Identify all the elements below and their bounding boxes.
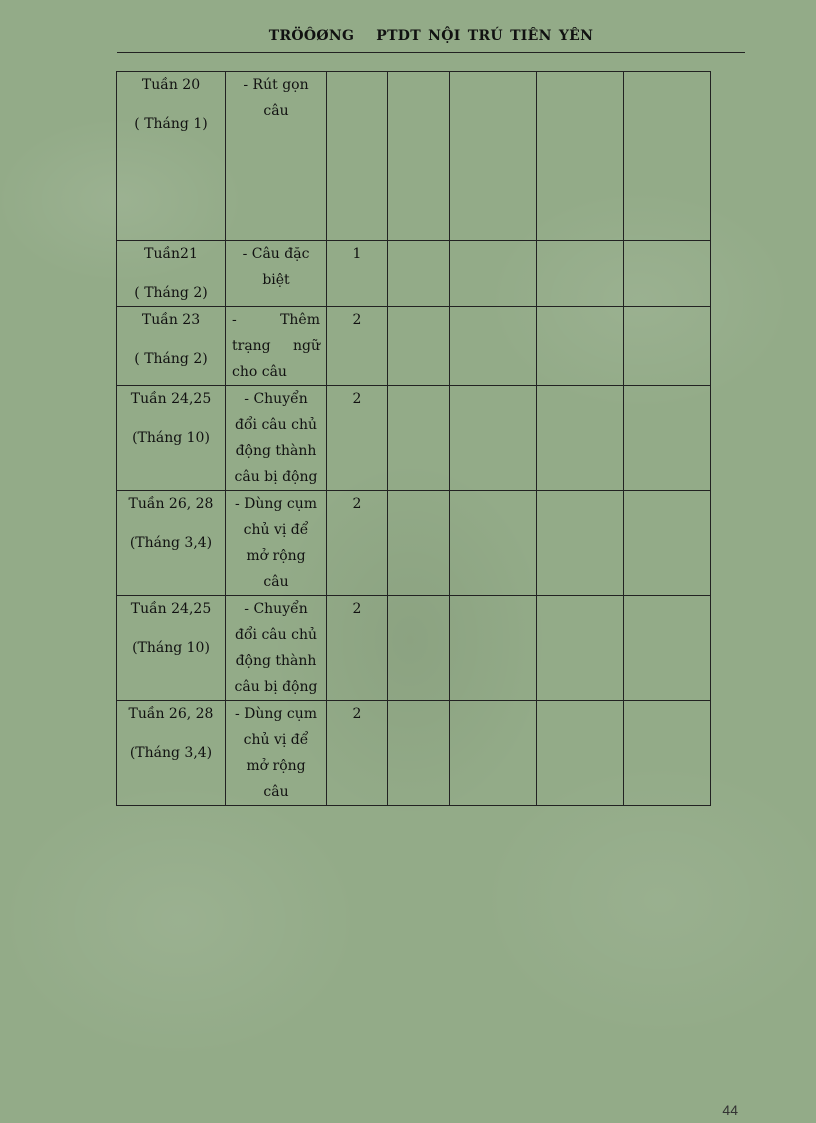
table-row: [117, 491, 711, 596]
table-row: [117, 307, 711, 386]
week-cell: [117, 701, 226, 806]
header-school-name: PTDT NỘI TRÚ TIÊN YÊN: [376, 28, 594, 44]
week-label: Tuần 24,25: [130, 601, 212, 617]
empty-cell: [537, 701, 624, 806]
empty-cell: [388, 596, 450, 701]
topic-cell: - Rút gọn câu: [226, 72, 327, 241]
count-cell: 2: [327, 491, 388, 596]
month-label: (Tháng 3,4): [129, 535, 213, 551]
table-row: [117, 386, 711, 491]
month-label: (Tháng 3,4): [129, 745, 213, 761]
page-header: [117, 28, 745, 44]
empty-cell: [537, 307, 624, 386]
topic-cell: - Dùng cụm chủ vị để mở rộng câu: [226, 701, 327, 806]
empty-cell: [388, 241, 450, 307]
empty-cell: [624, 307, 711, 386]
count-cell: 2: [327, 596, 388, 701]
table-row: [117, 701, 711, 806]
week-label: Tuần 24,25: [130, 391, 212, 407]
week-label: Tuần 26, 28: [128, 706, 214, 722]
count-cell: [327, 72, 388, 241]
month-label: (Tháng 10): [132, 640, 210, 656]
empty-cell: [624, 72, 711, 241]
header-school-prefix: TRÖÔØNG: [268, 28, 355, 44]
week-label: Tuần 26, 28: [128, 496, 214, 512]
week-cell: [117, 241, 226, 307]
empty-cell: [450, 72, 537, 241]
empty-cell: [537, 386, 624, 491]
month-label: ( Tháng 2): [134, 351, 208, 367]
topic-cell: - Dùng cụm chủ vị để mở rộng câu: [226, 491, 327, 596]
empty-cell: [450, 701, 537, 806]
empty-cell: [388, 491, 450, 596]
schedule-table: [116, 71, 711, 806]
topic-cell: - Thêm trạng ngữ cho câu: [226, 307, 327, 386]
empty-cell: [537, 596, 624, 701]
empty-cell: [624, 596, 711, 701]
topic-cell: - Chuyển đổi câu chủ động thành câu bị động: [226, 386, 327, 491]
empty-cell: [450, 241, 537, 307]
topic-cell: - Chuyển đổi câu chủ động thành câu bị động: [226, 596, 327, 701]
empty-cell: [388, 386, 450, 491]
month-label: ( Tháng 2): [134, 285, 208, 301]
empty-cell: [537, 241, 624, 307]
count-cell: 2: [327, 386, 388, 491]
empty-cell: [537, 491, 624, 596]
month-label: ( Tháng 1): [134, 116, 208, 132]
week-label: Tuần 23: [141, 312, 201, 328]
week-cell: [117, 307, 226, 386]
empty-cell: [624, 701, 711, 806]
week-label: Tuần 20: [141, 77, 201, 93]
page-number: 44: [722, 1102, 738, 1118]
empty-cell: [624, 491, 711, 596]
week-cell: [117, 72, 226, 241]
topic-cell: - Câu đặc biệt: [226, 241, 327, 307]
empty-cell: [537, 72, 624, 241]
count-cell: 1: [327, 241, 388, 307]
empty-cell: [624, 241, 711, 307]
table-row: [117, 241, 711, 307]
week-cell: [117, 386, 226, 491]
week-cell: [117, 596, 226, 701]
week-label: Tuần21: [144, 246, 198, 262]
table-row: [117, 72, 711, 241]
empty-cell: [624, 386, 711, 491]
header-rule: [117, 52, 745, 53]
count-cell: 2: [327, 701, 388, 806]
empty-cell: [388, 72, 450, 241]
count-cell: 2: [327, 307, 388, 386]
empty-cell: [450, 307, 537, 386]
empty-cell: [450, 596, 537, 701]
month-label: (Tháng 10): [132, 430, 210, 446]
empty-cell: [450, 386, 537, 491]
week-cell: [117, 491, 226, 596]
empty-cell: [388, 307, 450, 386]
table-row: [117, 596, 711, 701]
empty-cell: [450, 491, 537, 596]
empty-cell: [388, 701, 450, 806]
